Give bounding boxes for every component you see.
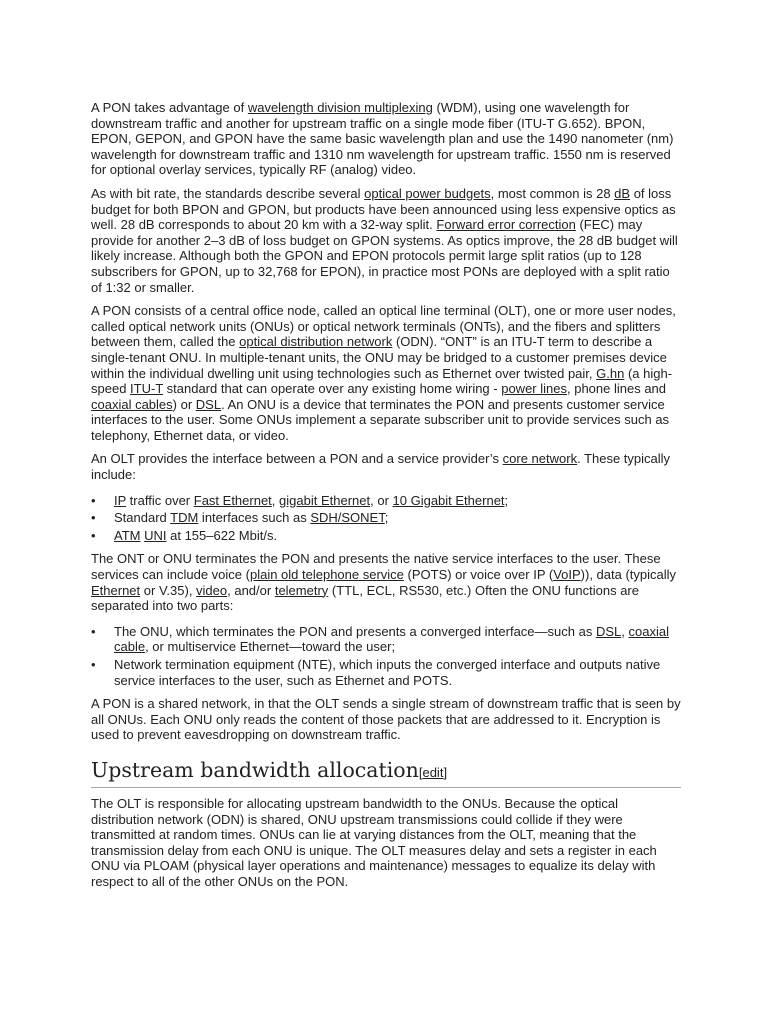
link-ghn[interactable]: G.hn	[596, 365, 625, 381]
paragraph-pon-components	[91, 303, 681, 443]
link-fast-ethernet[interactable]: Fast Ethernet	[193, 492, 272, 508]
text: ,	[271, 492, 280, 508]
list-item	[91, 510, 681, 526]
link-coaxial-cable[interactable]: coaxial cable	[114, 623, 669, 655]
text: (a high-speed	[91, 365, 673, 397]
link-telemetry[interactable]: telemetry	[274, 582, 329, 598]
text: (WDM), using one wavelength for downstream traffic and another for upstream traffic on a single mode fiber (ITU-T G.652). BPON, EPON, GEPON, and GPON have the same basic wavelength plan and use the 1490 nanometer (nm) wavelength for downstream traffic and 1310 nm wavelength for upstream traffic. 1550 nm is reserved for optional overlay services, typically RF (analog) video.	[91, 100, 674, 178]
text: at 155–622 Mbit/s.	[166, 527, 278, 543]
text: of loss budget for both BPON and GPON, but products have been announced using less expensive optics as well. 28 dB corresponds to about 20 km with a 32-way split.	[91, 185, 676, 233]
text: , most common is 28	[490, 185, 615, 201]
text: (TTL, ECL, RS530, etc.) Often the ONU functions are separated into two parts:	[91, 582, 639, 614]
link-sdh-sonet[interactable]: SDH/SONET	[310, 510, 385, 526]
section-heading	[91, 757, 681, 788]
edit-link[interactable]: edit	[422, 764, 444, 780]
text: An OLT provides the interface between a PON and a service provider’s	[91, 451, 503, 467]
link-voip[interactable]: VoIP	[553, 567, 581, 583]
link-db[interactable]: dB	[614, 185, 631, 201]
link-power-lines[interactable]: power lines	[501, 381, 567, 397]
text: . These typically include:	[91, 451, 671, 483]
link-core-network[interactable]: core network	[502, 451, 578, 467]
link-ip[interactable]: IP	[114, 492, 127, 508]
paragraph-olt-interface	[91, 451, 681, 482]
text: Standard	[114, 510, 171, 526]
link-coaxial-cables[interactable]: coaxial cables	[91, 396, 173, 412]
list-item	[91, 624, 681, 655]
heading-title: Upstream bandwidth allocation	[91, 757, 419, 782]
text: A PON takes advantage of	[91, 100, 248, 115]
bracket: [	[418, 764, 423, 780]
link-dsl[interactable]: DSL	[195, 396, 222, 412]
bracket: ]	[443, 764, 448, 780]
link-wavelength-division-multiplexing[interactable]: wavelength division multiplexing	[247, 100, 433, 115]
text: (ODN). “ONT” is an ITU-T term to describe a single-tenant ONU. In multiple-tenant units, the ONU may be bridged to a customer premises device within the individual dwelling unit using technologies such as Ethernet over twisted pair,	[91, 334, 667, 381]
text: ;	[384, 510, 389, 526]
list-item	[91, 528, 681, 544]
link-video[interactable]: video	[196, 582, 228, 598]
text: The OLT is responsible for allocating upstream bandwidth to the ONUs. Because the optical distribution network (ODN) is shared, ONU upstream transmissions could collide if they were transmitted at random times. ONUs can lie at varying distances from the OLT, meaning that the transmission delay from each ONU is unique. The OLT measures delay and sets a register in each ONU via PLOAM (physical layer operations and maintenance) messages to equalize its delay with respect to all of the other ONUs on the PON.	[91, 795, 657, 889]
text: or V.35),	[140, 582, 197, 598]
text: . An ONU is a device that terminates the PON and presents customer service interfaces to the user. Some ONUs implement a separate subscriber unit to provide services such as telephony, Ethernet data, or video.	[91, 396, 670, 443]
text: ) or	[172, 396, 196, 412]
edit-section-link	[419, 765, 447, 780]
link-ethernet[interactable]: Ethernet	[91, 582, 141, 598]
paragraph-wdm	[91, 100, 681, 178]
link-gigabit-ethernet[interactable]: gigabit Ethernet	[279, 492, 371, 508]
text: , or multiservice Ethernet—toward the user;	[145, 639, 396, 655]
onu-parts-list	[91, 624, 681, 688]
text: (FEC) may provide for another 2–3 dB of loss budget on GPON systems. As optics improve, the 28 dB budget will likely increase. Although both the GPON and EPON protocols permit large split ratios (up to 128 subscribers for GPON, up to 32,768 for EPON), in practice most PONs are deployed with a split ratio of 1:32 or smaller.	[91, 217, 678, 295]
link-uni[interactable]: UNI	[144, 527, 167, 543]
text: A PON is a shared network, in that the OLT sends a single stream of downstream traffic that is seen by all ONUs. Each ONU only reads the content of those packets that are addressed to it. Encryption is used to prevent eavesdropping on downstream traffic.	[91, 696, 681, 743]
link-forward-error-correction[interactable]: Forward error correction	[436, 217, 576, 233]
text: ;	[504, 492, 509, 508]
text: , or	[370, 492, 393, 508]
text: As with bit rate, the standards describe several	[91, 185, 365, 201]
text: traffic over	[126, 492, 194, 508]
paragraph-ont-services	[91, 551, 681, 613]
text: (POTS) or voice over IP (	[403, 567, 554, 583]
link-plain-old-telephone-service[interactable]: plain old telephone service	[249, 567, 404, 583]
link-10-gigabit-ethernet[interactable]: 10 Gigabit Ethernet	[392, 492, 505, 508]
text: interfaces such as	[198, 510, 311, 526]
text: , phone lines and	[566, 381, 667, 397]
text: standard that can operate over any existing home wiring -	[163, 381, 502, 397]
text: )), data (typically	[580, 567, 677, 583]
text: A PON consists of a central office node, called an optical line terminal (OLT), one or more user nodes, called optical network units (ONUs) or optical network terminals (ONTs), and the fibers and splitters between them, called the	[91, 303, 676, 350]
article-body	[91, 100, 681, 898]
olt-interface-list	[91, 493, 681, 544]
text: , and/or	[227, 582, 275, 598]
link-itu-t[interactable]: ITU-T	[130, 381, 164, 397]
link-optical-power-budgets[interactable]: optical power budgets	[364, 185, 491, 201]
text: The ONT or ONU terminates the PON and presents the native service interfaces to the user. These services can include voice (	[91, 551, 661, 583]
list-item	[91, 657, 681, 688]
link-dsl[interactable]: DSL	[595, 623, 622, 639]
text: The ONU, which terminates the PON and presents a converged interface—such as	[114, 623, 596, 639]
paragraph-shared-network	[91, 696, 681, 743]
link-atm[interactable]: ATM	[114, 527, 141, 543]
paragraph-power-budget	[91, 186, 681, 295]
text: Network termination equipment (NTE), which inputs the converged interface and outputs native service interfaces to the user, such as Ethernet and POTS.	[114, 657, 661, 688]
text: ,	[621, 623, 629, 639]
link-tdm[interactable]: TDM	[170, 510, 199, 526]
paragraph-upstream-allocation	[91, 796, 681, 890]
link-optical-distribution-network[interactable]: optical distribution network	[239, 334, 393, 350]
list-item	[91, 493, 681, 509]
